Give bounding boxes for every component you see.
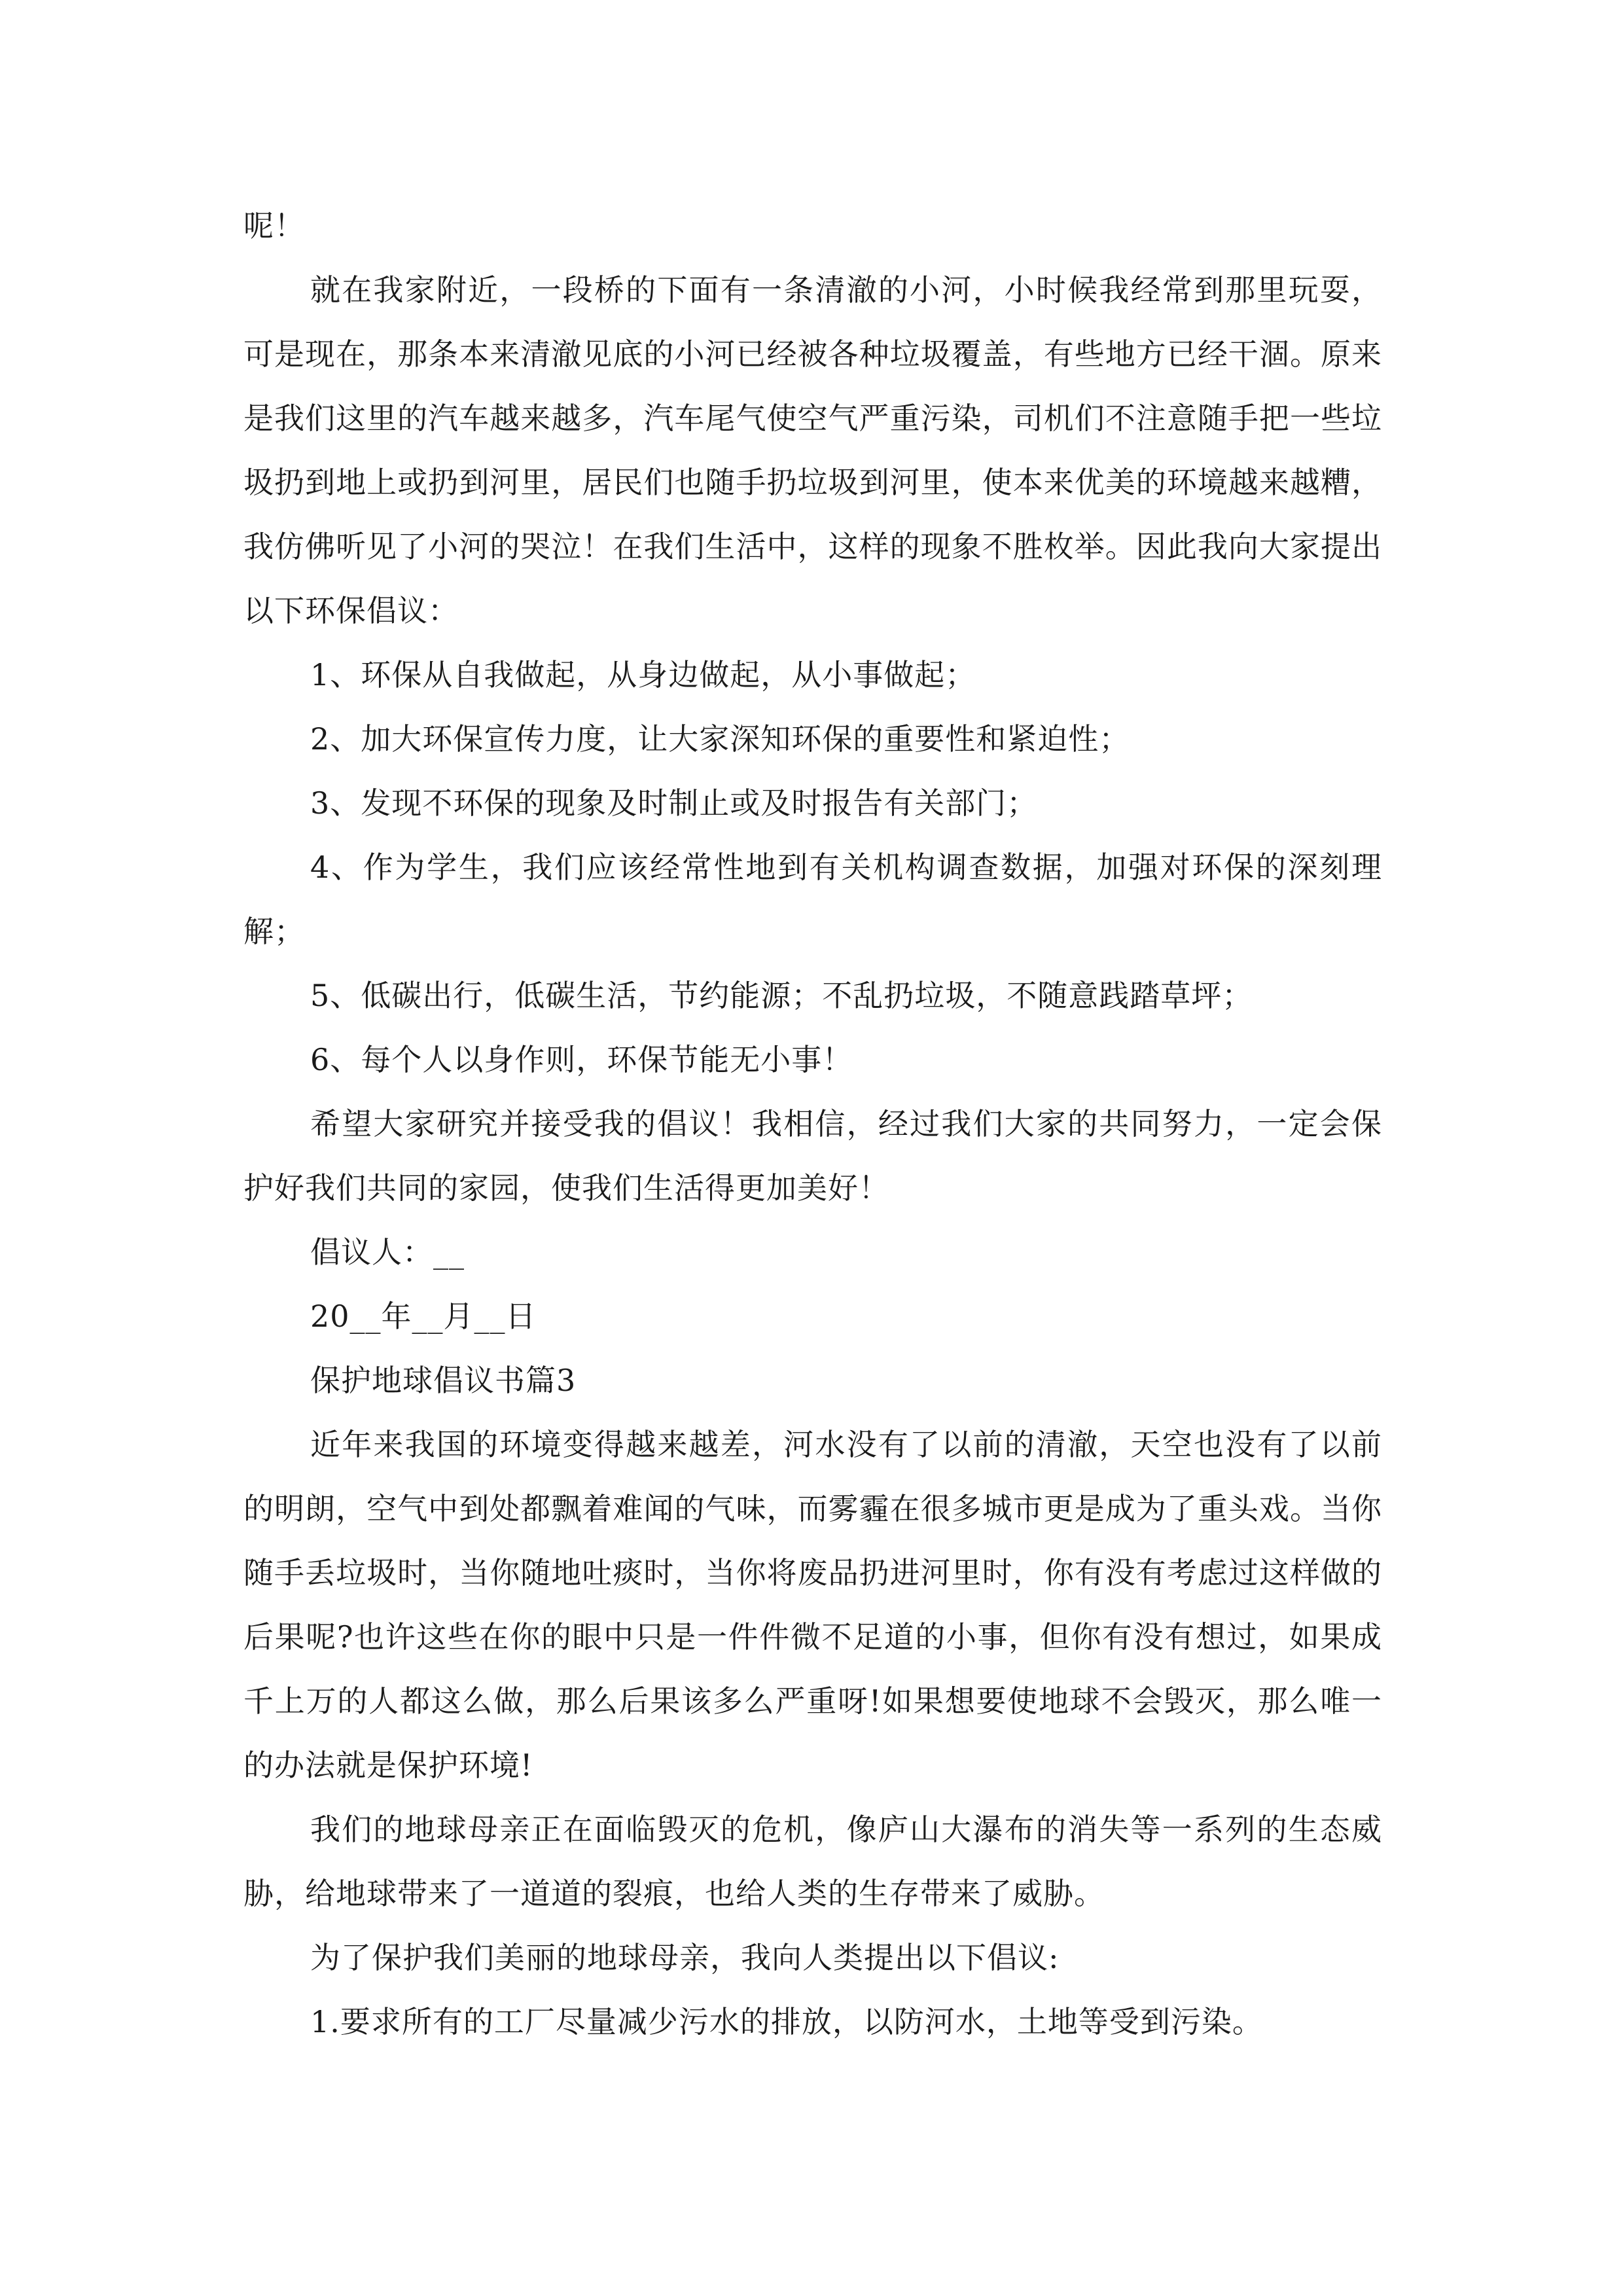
- proposal-item-1: 1、环保从自我做起，从身边做起，从小事做起；: [310, 657, 976, 692]
- proposal-item-4: 4、作为学生，我们应该经常性地到有关机构调查数据，加强对环保的深刻理解；: [243, 850, 1382, 949]
- paragraph-river-story: 就在我家附近，一段桥的下面有一条清澈的小河，小时候我经常到那里玩耍，可是现在，那条本来清澈见底的小河已经被各种垃圾覆盖，有些地方已经干涸。原来是我们这里的汽车越来越多，汽车尾气使空气严重污染，司机们不注意随手把一些垃圾扔到地上或扔到河里，居民们也随手扔垃圾到河里，使本来优美的环境越来越糟，我仿佛听见了小河的哭泣！在我们生活中，这样的现象不胜枚举。因此我向大家提出以下环保倡议：: [243, 272, 1382, 628]
- date-line: 20__年__月__日: [310, 1299, 537, 1334]
- proposal-item-2: 2、加大环保宣传力度，让大家深知环保的重要性和紧迫性；: [310, 721, 1130, 757]
- proposal-item-5: 5、低碳出行，低碳生活，节约能源；不乱扔垃圾，不随意践踏草坪；: [310, 978, 1253, 1013]
- paragraph-earth-crisis: 我们的地球母亲正在面临毁灭的危机，像庐山大瀑布的消失等一系列的生态威胁，给地球带来了一道道的裂痕，也给人类的生存带来了威胁。: [243, 1812, 1382, 1911]
- proposal-item-6: 6、每个人以身作则，环保节能无小事！: [310, 1042, 853, 1077]
- proposal-item-3: 3、发现不环保的现象及时制止或及时报告有关部门；: [310, 785, 1038, 821]
- document-body: [243, 194, 1382, 2054]
- signature-line: 倡议人：__: [310, 1234, 465, 1270]
- paragraph-continuation: 呢！: [243, 208, 305, 243]
- paragraph-environment: 近年来我国的环境变得越来越差，河水没有了以前的清澈，天空也没有了以前的明朗，空气中到处都飘着难闻的气味，而雾霾在很多城市更是成为了重头戏。当你随手丢垃圾时，当你随地吐痰时，当你将废品扔进河里时，你有没有考虑过这样做的后果呢?也许这些在你的眼中只是一件件微不足道的小事，但你有没有想过，如果成千上万的人都这么做，那么后果该多么严重呀!如果想要使地球不会毁灭，那么唯一的办法就是保护环境!: [243, 1427, 1382, 1783]
- proposal-item-factory: 1.要求所有的工厂尽量减少污水的排放，以防河水，土地等受到污染。: [310, 2004, 1263, 2039]
- section-heading: 保护地球倡议书篇3: [310, 1363, 577, 1398]
- paragraph-hope: 希望大家研究并接受我的倡议！我相信，经过我们大家的共同努力，一定会保护好我们共同的家园，使我们生活得更加美好！: [243, 1106, 1382, 1206]
- paragraph-proposal-intro: 为了保护我们美丽的地球母亲，我向人类提出以下倡议:: [310, 1940, 1060, 1975]
